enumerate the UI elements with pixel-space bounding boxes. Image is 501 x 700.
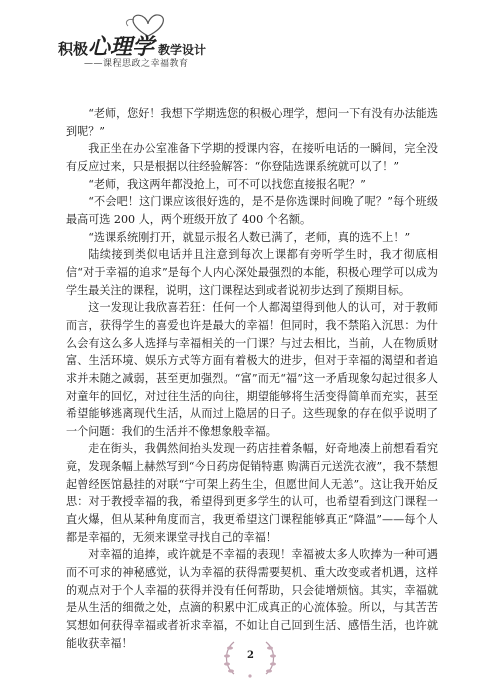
page-footer: [0, 636, 501, 686]
paragraph: “老师，我这两年都没抢上，可不可以找您直接报名呢？”: [88, 177, 366, 191]
paragraph: 陆续接到类似电话并且注意到每次上课都有旁听学生时，我才彻底相信“对于幸福的追求”是每个人内心深处最强烈的本能，积极心理学可以成为学生最关注的课程，说明，这门课程达到或者说初步达到了预期目标。: [66, 248, 438, 297]
paragraph: 我正坐在办公室准备下学期的授课内容，在接听电话的一瞬间，完全没有反应过来，只是根据以往经验解答：“你登陆选课系统就可以了！”: [66, 142, 438, 173]
paragraph: “选课系统刚打开，就显示报名人数已满了，老师，真的选不上！”: [88, 230, 411, 244]
paragraph: “老师，您好！我想下学期选您的积极心理学，想问一下有没有办法能选到呢？”: [66, 107, 438, 138]
logo-small-text: 积极: [58, 40, 89, 58]
header-logo: [58, 10, 258, 70]
paragraph: 走在街头，我偶然间抬头发现一药店挂着条幅，好奇地凑上前想看看究竟，发现条幅上赫然写到“今日药房促销特惠 购满百元送洗衣液”，我不禁想起曾经医馆悬挂的对联“宁可架上药生尘，但愿世间人无恙”。这让我开始反思：对于教授幸福的我，希望得到更多学生的认可，也希望看到这门课程一直火爆，但从某种角度而言，我更希望这门课程能够真正“降温”——每个人都是幸福的，无须来课堂寻找自己的幸福！: [66, 442, 438, 544]
logo-subtitle: ——课程思政之幸福教育: [84, 59, 189, 69]
logo-tail-text: 教学设计: [158, 43, 207, 57]
paragraph: “不会吧！这门课应该很好选的，是不是你选课时间晚了呢？”每个班级最高可选 200 人，两个班级开放了 400 个名额。: [66, 195, 438, 226]
paragraph: 对幸福的追捧，或许就是不幸福的表现！幸福被太多人吹捧为一种可遇而不可求的神秘感觉，认为幸福的获得需要契机、重大改变或者机遇，这样的观点对于个人幸福的获得并没有任何帮助，只会徒增烦恼。其实，幸福就是从生活的细微之处，点滴的积累中汇成真正的心流体验。所以，与其苦苦冥想如何获得幸福或者祈求幸福，不如让自己回到生活、感悟生活，也许就能收获幸福！: [66, 548, 438, 650]
paragraph: 这一发现让我欣喜若狂：任何一个人都渴望得到他人的认可，对于教师而言，获得学生的喜爱也许是最大的幸福！但同时，我不禁陷入沉思：为什么会有这么多人选择与幸福相关的一门课？与过去相比，当前，人在物质财富、生活环境、娱乐方式等方面有着极大的进步，但对于幸福的渴望和者追求并未随之减弱，甚至更加强烈。“富”而无“福”这一矛盾现象勾起过很多人对童年的回忆，对过往生活的向往，期望能够将生活变得简单而充实，甚至希望能够逃离现代生活，从而过上隐居的日子。这些现象的存在似乎说明了一个问题：我们的生活并不像想象般幸福。: [66, 301, 438, 438]
logo-big-text: 心理学: [88, 34, 155, 60]
page-number: 2: [247, 650, 254, 661]
body-text: [66, 105, 438, 652]
